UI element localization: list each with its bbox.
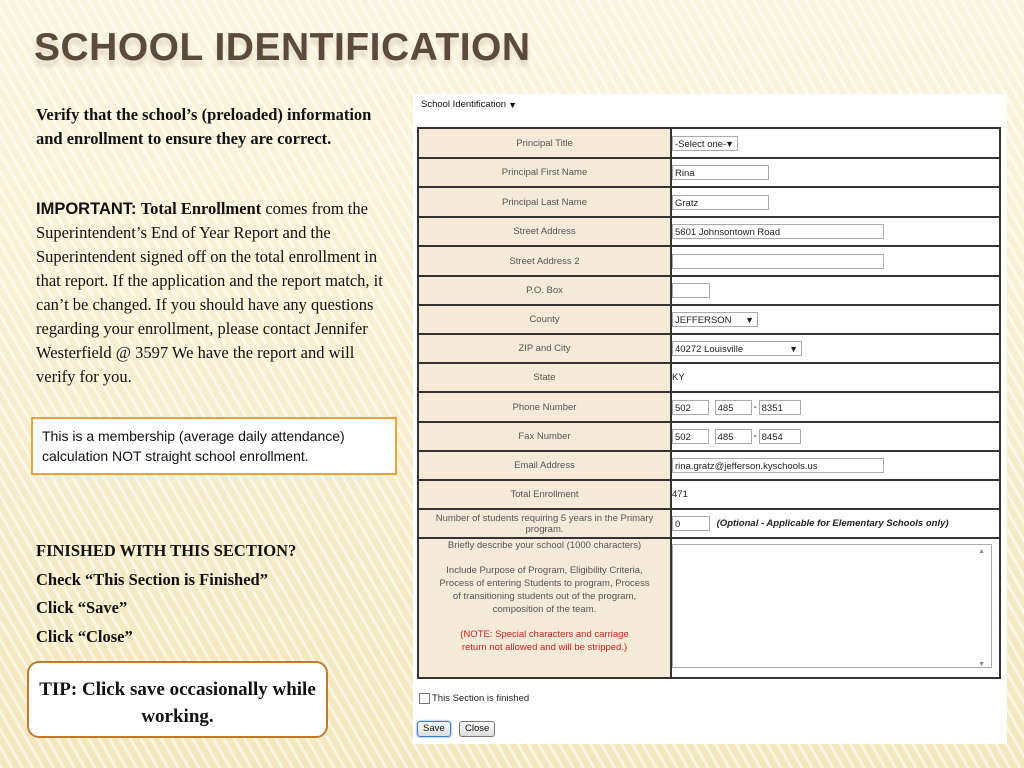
form-row [418, 451, 1000, 480]
form-value-cell [671, 158, 1000, 187]
form-row [418, 246, 1000, 276]
form-label: Phone Number [418, 392, 671, 422]
form-label: Total Enrollment [418, 480, 671, 509]
fax-line-input[interactable]: 8454 [759, 429, 801, 444]
form-row [418, 363, 1000, 392]
chevron-down-icon: ▼ [789, 344, 798, 354]
form-value-cell [671, 187, 1000, 217]
finished-line: Click “Save” [36, 598, 128, 617]
county-value: JEFFERSON [675, 315, 732, 326]
form-value-cell [671, 538, 1000, 678]
principal-title-select[interactable] [672, 136, 738, 151]
chevron-down-icon: ▼ [508, 100, 517, 110]
describe-note: (NOTE: Special characters and carriage return not allowed and will be stripped.) [460, 629, 629, 653]
school-identification-form [413, 94, 1007, 744]
save-button[interactable]: Save [417, 721, 451, 737]
finished-line: Click “Close” [36, 626, 133, 646]
principal-last-name-input[interactable]: Gratz [672, 195, 769, 210]
form-label: Street Address 2 [418, 246, 671, 276]
county-select[interactable] [672, 312, 758, 327]
form-value-cell [671, 246, 1000, 276]
total-enrollment-value: 471 [671, 480, 1000, 509]
form-value-cell [671, 451, 1000, 480]
state-value: KY [671, 363, 1000, 392]
form-label: Principal Last Name [418, 187, 671, 217]
form-value-cell [671, 276, 1000, 305]
form-value-cell [671, 305, 1000, 334]
section-select-value: School Identification [421, 99, 507, 110]
important-paragraph [36, 197, 386, 389]
scroll-up-icon[interactable]: ▲ [978, 548, 985, 555]
form-label: P.O. Box [418, 276, 671, 305]
form-value-cell [671, 392, 1000, 422]
important-label: IMPORTANT: [36, 200, 137, 218]
fax-area-input[interactable]: 502 [672, 429, 709, 444]
phone-dash: - [753, 401, 757, 413]
phone-line-input[interactable]: 8351 [759, 400, 801, 415]
form-value-cell [671, 422, 1000, 451]
form-row [418, 128, 1000, 158]
fax-dash: - [753, 431, 757, 443]
form-value-cell [671, 334, 1000, 363]
form-row [418, 538, 1000, 678]
scroll-down-icon[interactable]: ▼ [978, 661, 985, 668]
intro-text: Verify that the school’s (preloaded) information and enrollment to ensure they are correct. [36, 105, 372, 148]
form-row [418, 509, 1000, 538]
chevron-down-icon: ▼ [725, 138, 734, 149]
finished-line: Check “This Section is Finished” [36, 569, 268, 589]
describe-instructions: Include Purpose of Program, Eligibility Criteria, Process of entering Students to program, Process of transitioning students out of the program, composition of the team. [439, 565, 650, 615]
fax-prefix-input[interactable]: 485 [715, 429, 752, 444]
zip-city-value: 40272 Louisville [675, 344, 744, 355]
section-finished-row [419, 693, 529, 704]
form-value-cell [671, 128, 1000, 158]
form-label: Principal Title [418, 128, 671, 158]
slide-title: SCHOOL IDENTIFICATION [34, 26, 531, 69]
total-enrollment-emphasis: Total Enrollment [140, 199, 262, 218]
form-label: County [418, 305, 671, 334]
form-row [418, 305, 1000, 334]
school-description-textarea[interactable] [672, 544, 992, 668]
street-address-input[interactable]: 5601 Johnsontown Road [672, 224, 884, 239]
form-row [418, 480, 1000, 509]
form-row [418, 217, 1000, 246]
form-label: Number of students requiring 5 years in the Primary program. [418, 509, 671, 538]
form-label: ZIP and City [418, 334, 671, 363]
section-select[interactable] [418, 98, 521, 112]
form-label: Fax Number [418, 422, 671, 451]
chevron-down-icon: ▼ [745, 315, 754, 325]
po-box-input[interactable] [672, 283, 710, 298]
zip-city-select[interactable] [672, 341, 802, 356]
principal-title-value: -Select one- [675, 138, 727, 150]
form-row [418, 276, 1000, 305]
form-label: Email Address [418, 451, 671, 480]
form-row [418, 187, 1000, 217]
phone-prefix-input[interactable]: 485 [715, 400, 752, 415]
form-value-cell [671, 509, 1000, 538]
form-table [417, 127, 1001, 679]
principal-first-name-input[interactable]: Rina [672, 165, 769, 180]
street-address-2-input[interactable] [672, 254, 884, 269]
section-finished-label: This Section is finished [432, 693, 530, 705]
form-label: Street Address [418, 217, 671, 246]
form-label: Principal First Name [418, 158, 671, 187]
finished-instructions [36, 537, 396, 651]
form-value-cell [671, 217, 1000, 246]
email-input[interactable]: rina.gratz@jefferson.kyschools.us [672, 458, 884, 473]
describe-label-cell [418, 538, 671, 678]
phone-area-input[interactable]: 502 [672, 400, 709, 415]
finished-line: FINISHED WITH THIS SECTION? [36, 541, 297, 560]
form-row [418, 392, 1000, 422]
optional-note: (Optional - Applicable for Elementary Schools only) [716, 518, 949, 530]
primary-5yr-input[interactable]: 0 [672, 516, 710, 531]
close-button[interactable]: Close [459, 721, 495, 737]
form-row [418, 422, 1000, 451]
important-body: comes from the Superintendent’s End of Year Report and the Superintendent signed off on the total enrollment in that report. If the application and the report match, it can’t be changed. If you should have any questions regarding your enrollment, please contact Jennifer Westerfield @ 3597 We have the report and will verify for you. [36, 199, 383, 386]
describe-title: Briefly describe your school (1000 characters) [447, 540, 642, 551]
section-finished-checkbox[interactable] [419, 693, 430, 704]
form-row [418, 334, 1000, 363]
form-row [418, 158, 1000, 187]
tip-box: TIP: Click save occasionally while working. [27, 661, 328, 738]
membership-note-box: This is a membership (average daily attendance) calculation NOT straight school enrollment. [31, 417, 397, 475]
form-label: State [418, 363, 671, 392]
